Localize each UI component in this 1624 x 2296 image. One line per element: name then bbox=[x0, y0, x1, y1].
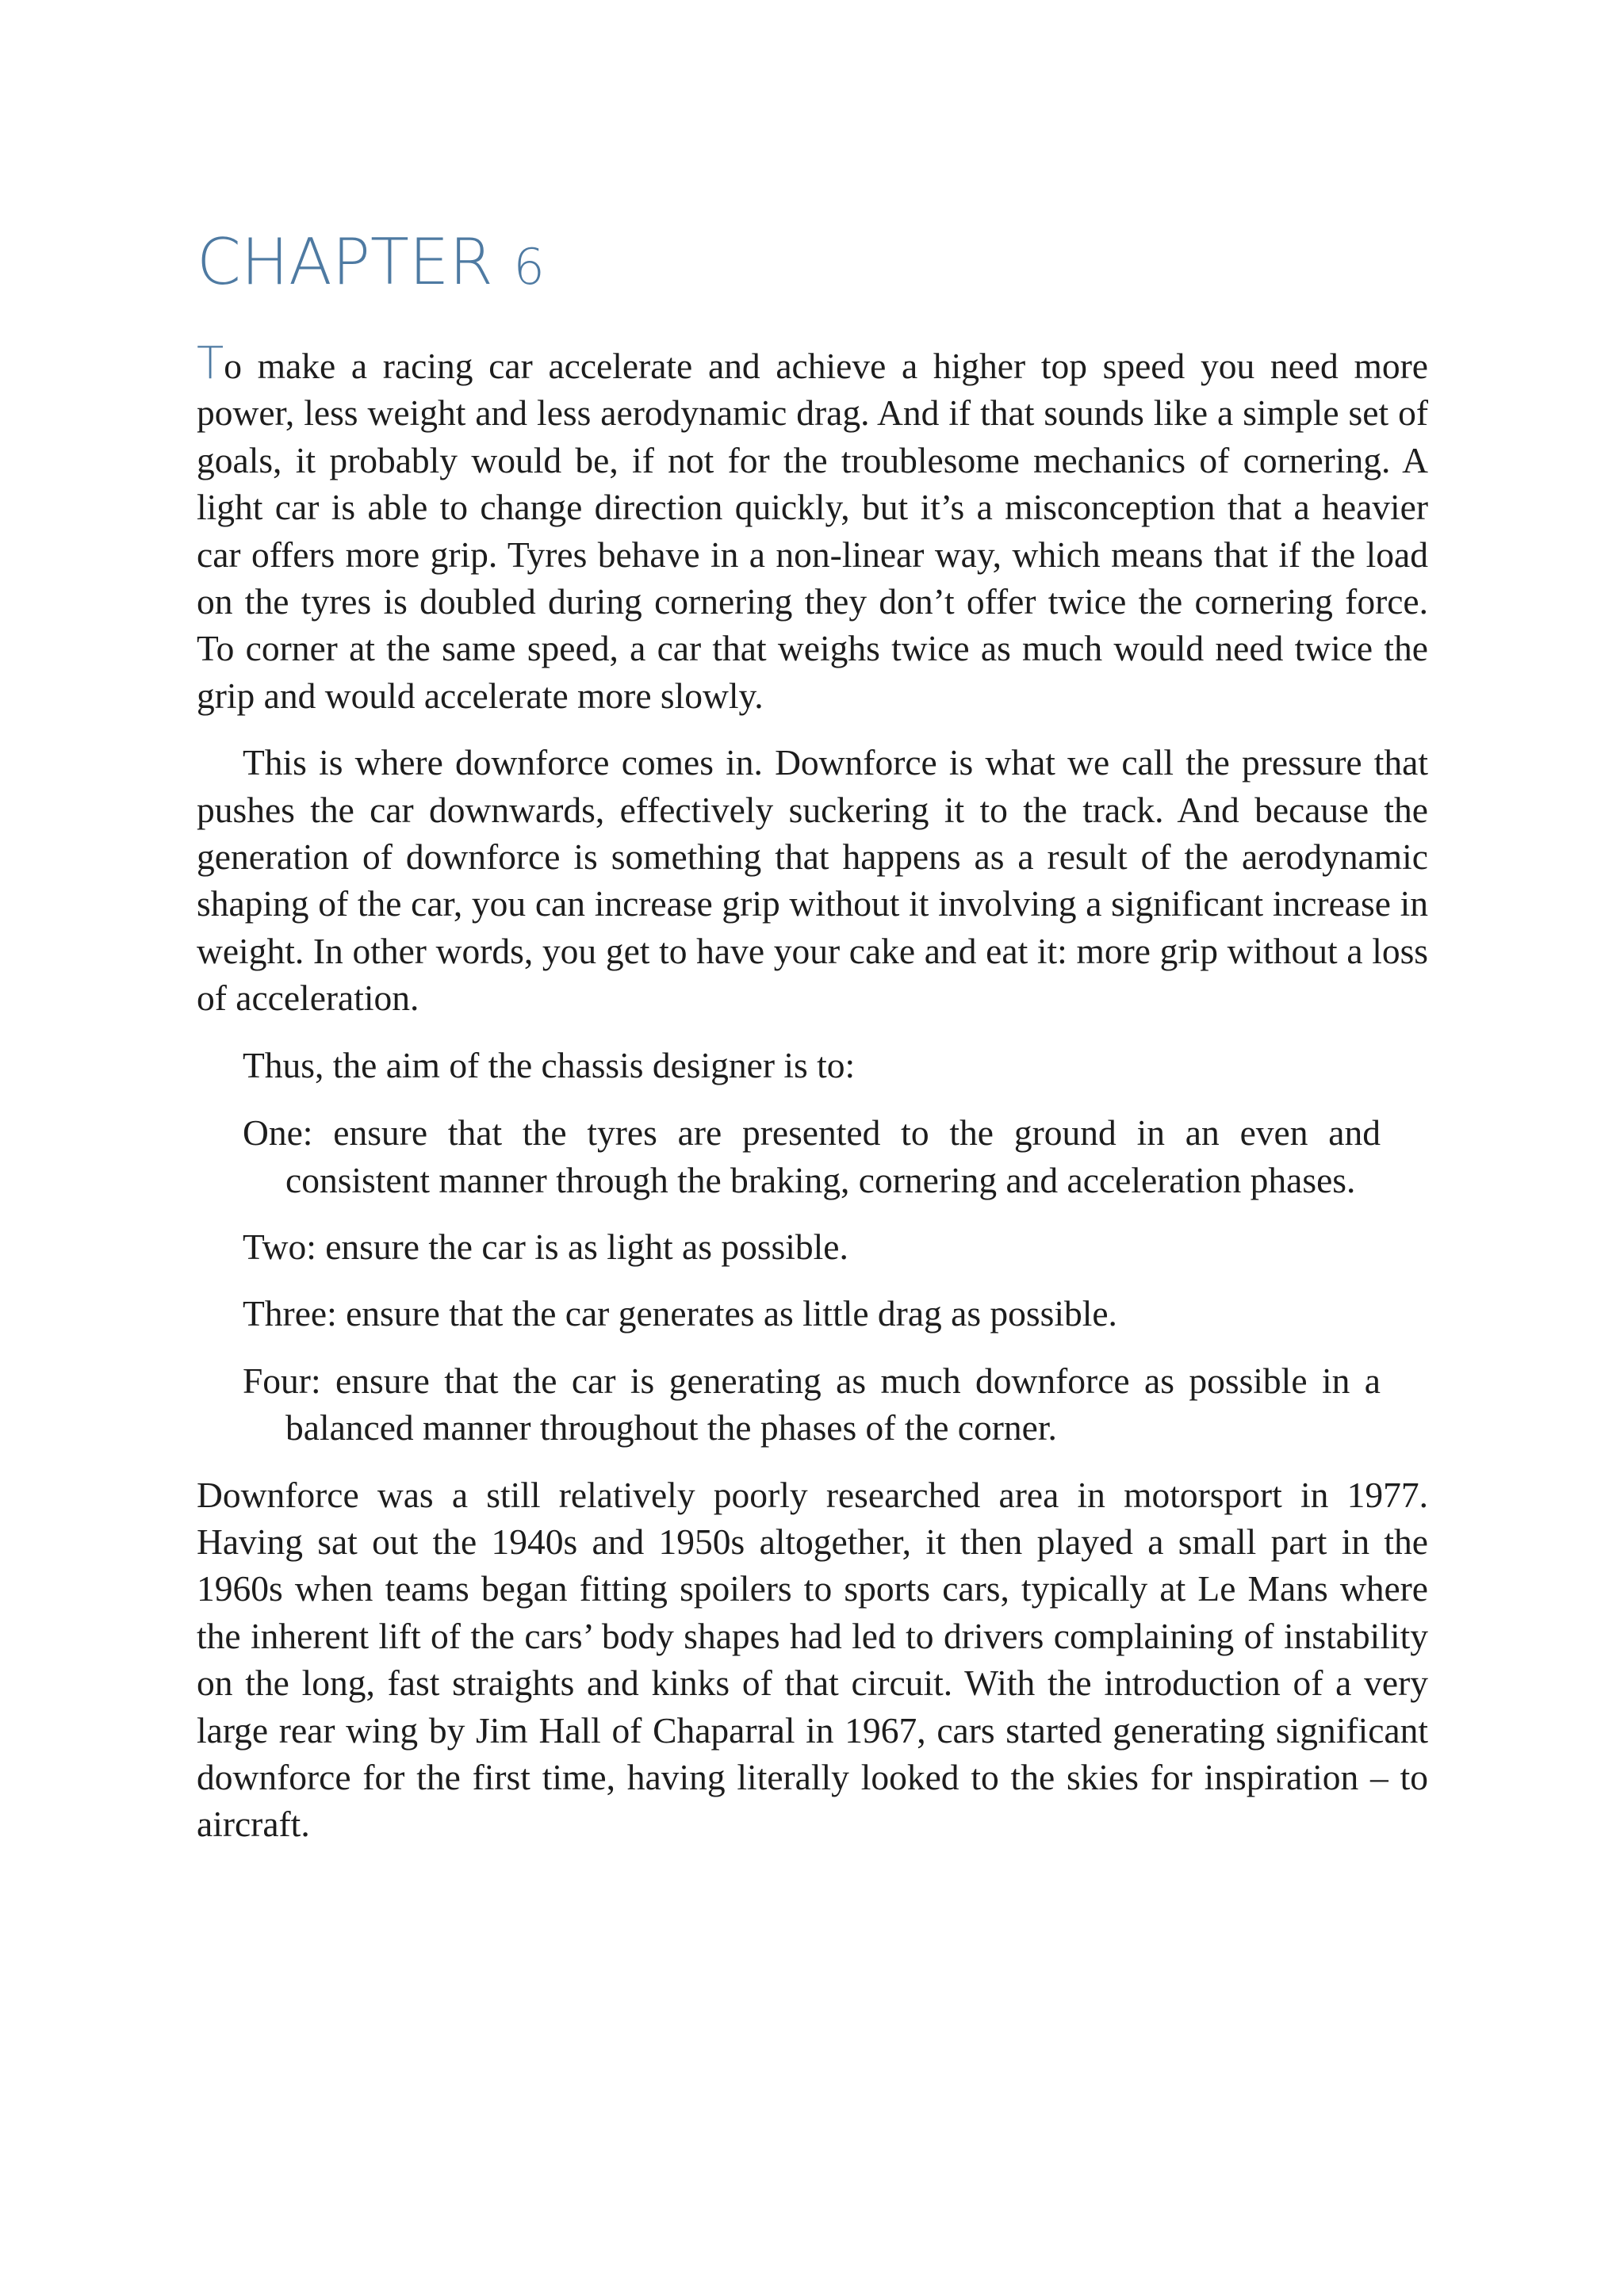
aim-item-three: Three: ensure that the car generates as little drag as possible. bbox=[243, 1293, 1117, 1334]
opening-paragraph bbox=[197, 340, 1428, 719]
downforce-paragraph: This is where downforce comes in. Downforce is what we call the pressure that pushes the car downwards, effectively suckering it to the track. And because the generation of downforce is something that happens as a result of the aerodynamic shaping of the car, you can increase grip without it involving a significant increase in weight. In other words, you get to have your cake and eat it: more grip without a loss of acceleration. bbox=[197, 742, 1428, 1019]
page-content bbox=[197, 219, 1428, 1848]
aim-intro-paragraph: Thus, the aim of the chassis designer is to: bbox=[243, 1044, 856, 1085]
aim-item-two: Two: ensure the car is as light as possible. bbox=[243, 1226, 848, 1267]
opening-paragraph-text: o make a racing car accelerate and achieve a higher top speed you need more power, less weight and less aerodynamic drag. And if that sounds like a simple set of goals, it probably would be, if not for the troublesome mechanics of cornering. A light car is able to change direction quickly, but it’s a misconception that a heavier car offers more grip. Tyres behave in a non-linear way, which means that if the load on the tyres is doubled during cornering they don’t offer twice the cornering force. To corner at the same speed, a car that weighs twice as much would need twice the grip and would accelerate more slowly. bbox=[197, 346, 1428, 716]
aim-item-one: One: ensure that the tyres are presented to the ground in an even and consistent manner through the braking, cornering and acceleration phases. bbox=[243, 1112, 1381, 1200]
history-paragraph: Downforce was a still relatively poorly researched area in motorsport in 1977. Having sat out the 1940s and 1950s altogether, it then played a small part in the 1960s when teams began fitting spoilers to sports cars, typically at Le Mans where the inherent lift of the cars’ body shapes had led to drivers complaining of instability on the long, fast straights and kinks of that circuit. With the introduction of a very large rear wing by Jim Hall of Chaparral in 1967, cars started generating significant downforce for the first time, having literally looked to the skies for inspiration – to aircraft. bbox=[197, 1474, 1428, 1845]
chapter-heading bbox=[197, 219, 1428, 311]
chapter-number: 6 bbox=[513, 238, 545, 296]
aim-item-four: Four: ensure that the car is generating as much downforce as possible in a balanced manner throughout the phases of the corner. bbox=[243, 1360, 1381, 1448]
aims-list bbox=[197, 1109, 1428, 1451]
chapter-label: CHAPTER bbox=[197, 225, 493, 299]
initial-letter: T bbox=[197, 338, 224, 389]
